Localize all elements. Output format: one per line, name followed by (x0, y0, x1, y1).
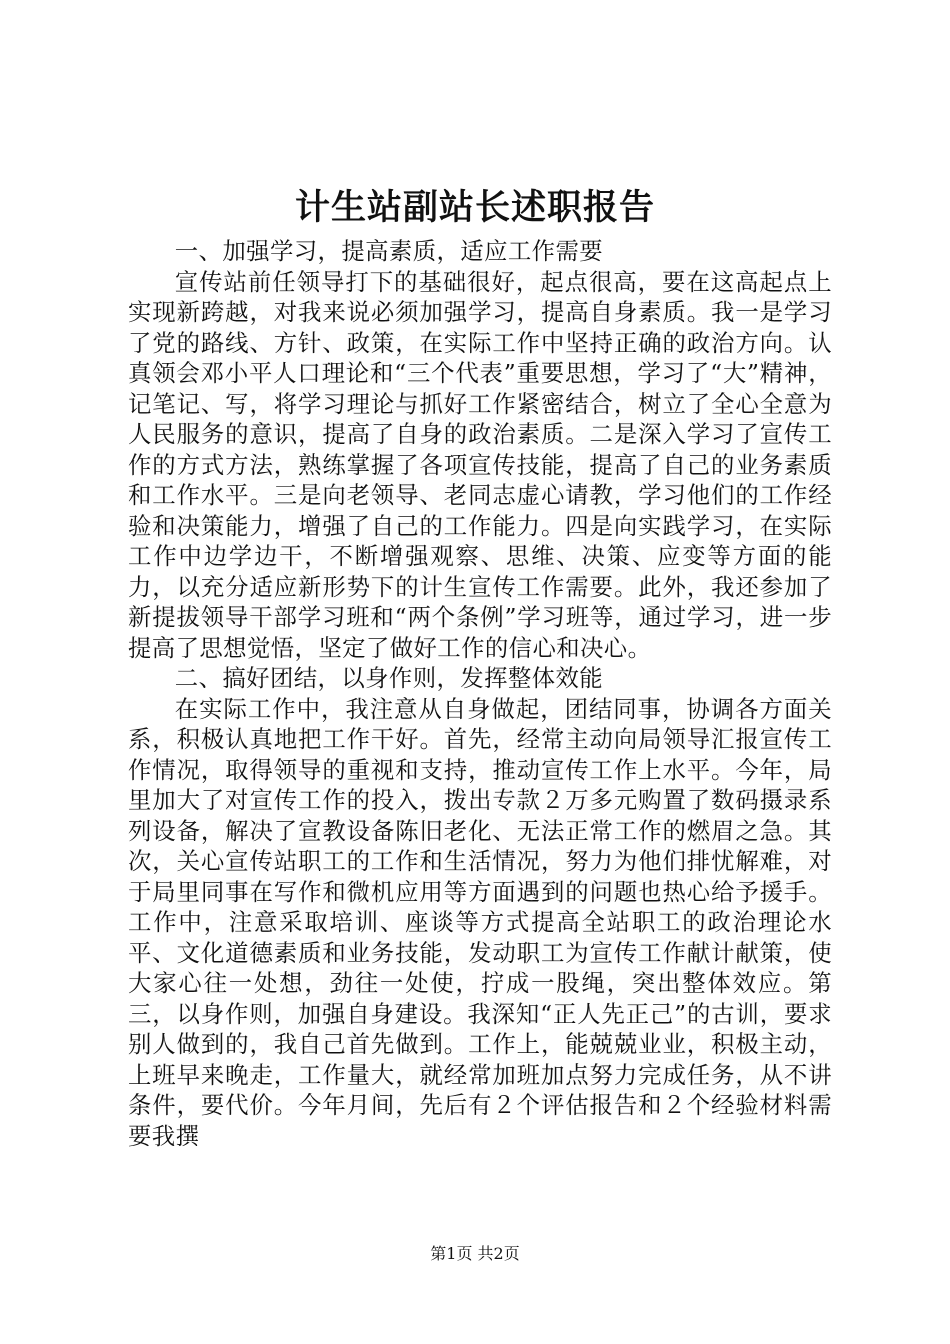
document-title: 计生站副站长述职报告 (294, 187, 655, 228)
document-body (128, 236, 832, 1151)
section-heading-1: 一、加强学习，提高素质，适应工作需要 (174, 237, 604, 265)
body-paragraph-1: 宣传站前任领导打下的基础很好，起点很高，要在这高起点上实现新跨越，对我来说必须加强学习，提高自身素质。我一是学习了党的路线、方针、政策，在实际工作中坚持正确的政治方向。认真领会邓小平人口理论和“三个代表”重要思想，学习了“大”精神，记笔记、写，将学习理论与抓好工作紧密结合，树立了全心全意为人民服务的意识，提高了自身的政治素质。二是深入学习了宣传工作的方式方法，熟练掌握了各项宣传技能，提高了自己的业务素质和工作水平。三是向老领导、老同志虚心请教，学习他们的工作经验和决策能力，增强了自己的工作能力。四是向实践学习，在实际工作中边学边干，不断增强观察、思维、决策、应变等方面的能力，以充分适应新形势下的计生宣传工作需要。此外，我还参加了新提拔领导干部学习班和“两个条例”学习班等，通过学习，进一步提高了思想觉悟，坚定了做好工作的信心和决心。 (128, 267, 832, 662)
body-paragraph-2: 在实际工作中，我注意从自身做起，团结同事，协调各方面关系，积极认真地把工作干好。首先，经常主动向局领导汇报宣传工作情况，取得领导的重视和支持，推动宣传工作上水平。今年，局里加大了对宣传工作的投入，拨出专款２万多元购置了数码摄录系列设备，解决了宣教设备陈旧老化、无法正常工作的燃眉之急。其次，关心宣传站职工的工作和生活情况，努力为他们排忧解难，对于局里同事在写作和微机应用等方面遇到的问题也热心给予援手。工作中，注意采取培训、座谈等方式提高全站职工的政治理论水平、文化道德素质和业务技能，发动职工为宣传工作献计献策，使大家心往一处想，劲往一处使，拧成一股绳，突出整体效应。第三，以身作则，加强自身建设。我深知“正人先正己”的古训，要求别人做到的，我自己首先做到。工作上，能兢兢业业，积极主动，上班早来晚走，工作量大，就经常加班加点努力完成任务，从不讲条件，要代价。今年月间，先后有２个评估报告和２个经验材料需要我撰 (128, 694, 832, 1150)
section-heading-2: 二、搞好团结，以身作则，发挥整体效能 (174, 664, 604, 692)
page-number: 第1页 共2页 (430, 1244, 520, 1263)
